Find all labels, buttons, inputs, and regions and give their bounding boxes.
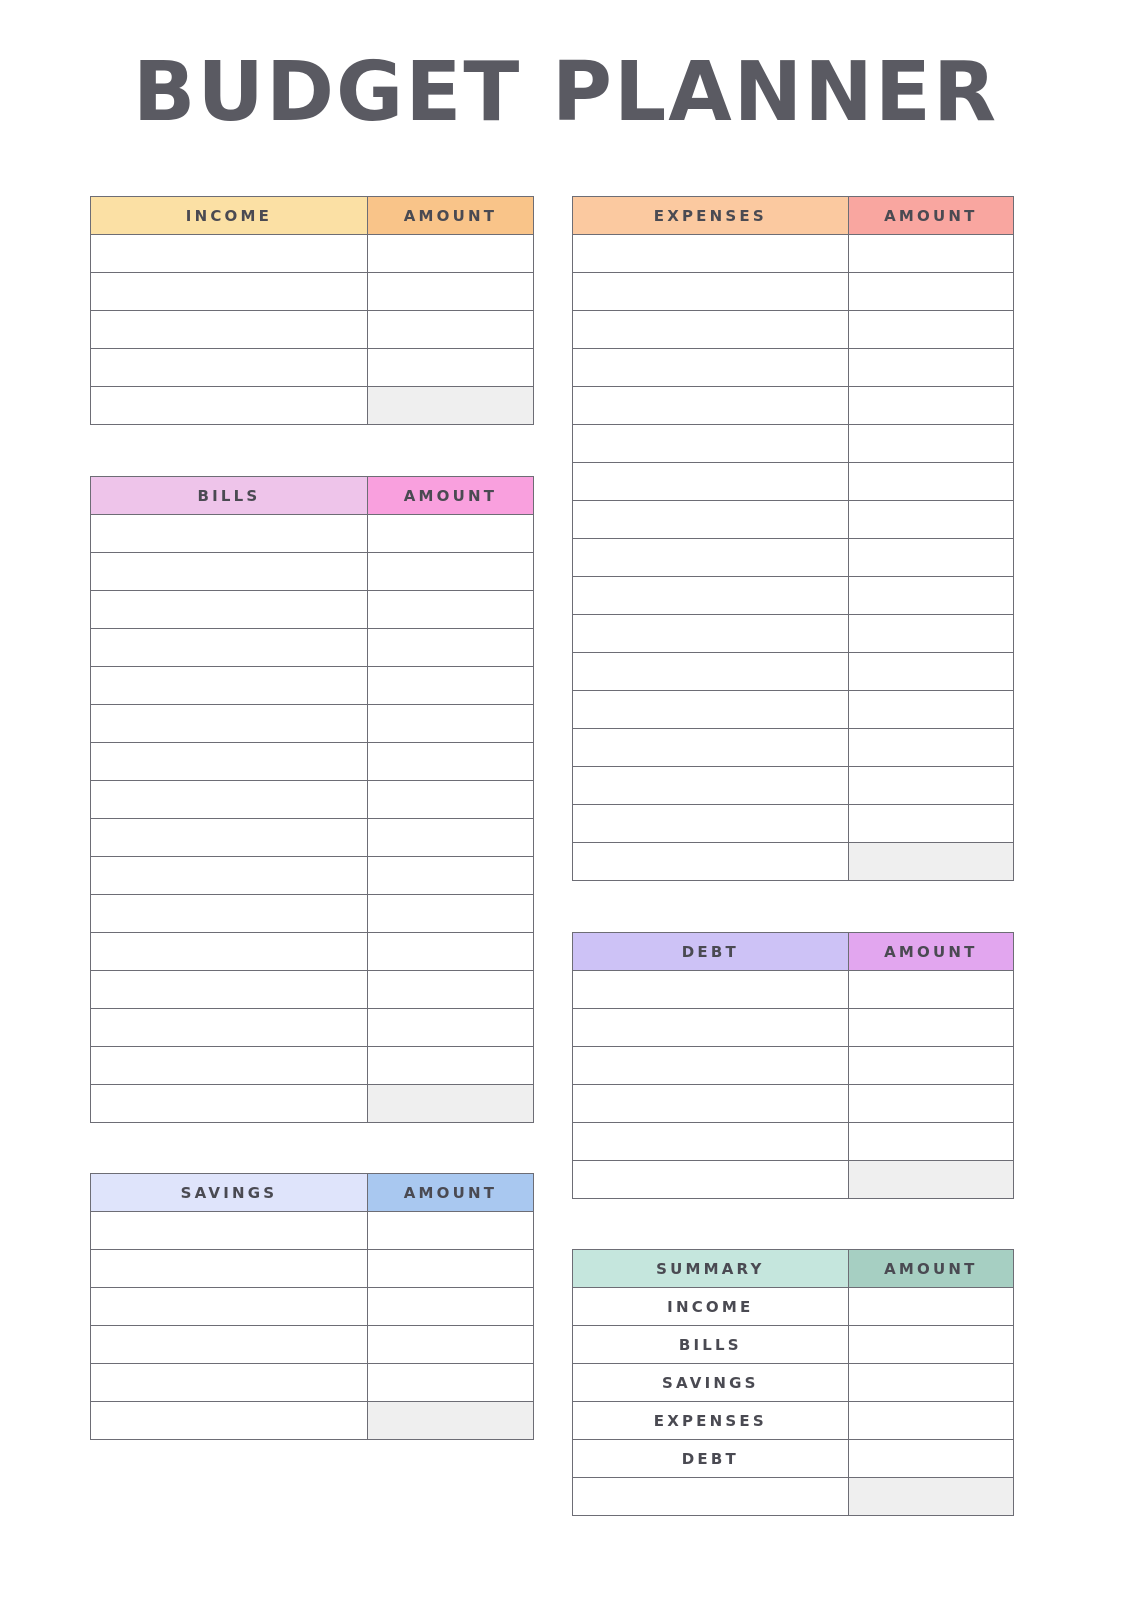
bills-amount-cell[interactable] xyxy=(367,515,533,553)
savings-amount-cell[interactable] xyxy=(367,1364,533,1402)
table-row xyxy=(573,767,1014,805)
expenses-label-cell[interactable] xyxy=(573,805,849,843)
table-row xyxy=(573,653,1014,691)
bills-label-cell[interactable] xyxy=(91,1047,368,1085)
expenses-amount-cell[interactable] xyxy=(848,501,1013,539)
spacer-expenses-debt xyxy=(572,881,1014,932)
summary-label-cell-debt: DEBT xyxy=(573,1440,849,1478)
table-row xyxy=(91,273,534,311)
debt-amount-cell[interactable] xyxy=(848,1047,1013,1085)
table-row xyxy=(91,1009,534,1047)
expenses-total-cell[interactable] xyxy=(848,843,1013,881)
bills-amount-cell[interactable] xyxy=(367,933,533,971)
bills-amount-cell[interactable] xyxy=(367,895,533,933)
debt-amount-cell[interactable] xyxy=(848,1123,1013,1161)
expenses-amount-cell[interactable] xyxy=(848,273,1013,311)
debt-label-cell[interactable] xyxy=(573,1123,849,1161)
expenses-amount-cell[interactable] xyxy=(848,387,1013,425)
expenses-amount-cell[interactable] xyxy=(848,805,1013,843)
debt-label-cell[interactable] xyxy=(573,1009,849,1047)
debt-label-cell[interactable] xyxy=(573,971,849,1009)
income-label-cell[interactable] xyxy=(91,311,368,349)
table-row xyxy=(573,615,1014,653)
expenses-label-cell[interactable] xyxy=(573,501,849,539)
expenses-amount-cell[interactable] xyxy=(848,577,1013,615)
table-row xyxy=(91,705,534,743)
bills-total-row xyxy=(91,1085,534,1123)
table-row xyxy=(573,273,1014,311)
table-row xyxy=(573,1288,1014,1326)
table-row xyxy=(573,1123,1014,1161)
table-row xyxy=(91,895,534,933)
savings-amount-cell[interactable] xyxy=(367,1250,533,1288)
savings-header-row xyxy=(91,1174,534,1212)
table-row xyxy=(91,553,534,591)
table-row xyxy=(573,729,1014,767)
table-row xyxy=(573,1085,1014,1123)
spacer-income-bills xyxy=(90,425,534,476)
savings-label-cell[interactable] xyxy=(91,1250,368,1288)
expenses-amount-cell[interactable] xyxy=(848,691,1013,729)
income-amount-header: AMOUNT xyxy=(367,197,533,235)
bills-label-cell[interactable] xyxy=(91,933,368,971)
debt-amount-cell[interactable] xyxy=(848,971,1013,1009)
debt-amount-cell[interactable] xyxy=(848,1085,1013,1123)
debt-total-cell[interactable] xyxy=(848,1161,1013,1199)
savings-amount-cell[interactable] xyxy=(367,1326,533,1364)
table-row xyxy=(573,387,1014,425)
income-amount-cell[interactable] xyxy=(367,273,533,311)
bills-label-cell[interactable] xyxy=(91,781,368,819)
savings-total-spacer xyxy=(91,1402,368,1440)
table-row xyxy=(573,805,1014,843)
bills-label-cell[interactable] xyxy=(91,857,368,895)
savings-label-cell[interactable] xyxy=(91,1288,368,1326)
bills-total-cell[interactable] xyxy=(367,1085,533,1123)
summary-amount-cell-expenses[interactable] xyxy=(848,1402,1013,1440)
table-row xyxy=(91,311,534,349)
table-row xyxy=(91,1047,534,1085)
bills-label-cell[interactable] xyxy=(91,1009,368,1047)
expenses-label-cell[interactable] xyxy=(573,691,849,729)
bills-amount-cell[interactable] xyxy=(367,553,533,591)
bills-amount-cell[interactable] xyxy=(367,1009,533,1047)
bills-amount-cell[interactable] xyxy=(367,629,533,667)
expenses-amount-cell[interactable] xyxy=(848,425,1013,463)
income-amount-cell[interactable] xyxy=(367,311,533,349)
table-row xyxy=(573,311,1014,349)
expenses-table xyxy=(572,196,1014,881)
expenses-amount-cell[interactable] xyxy=(848,235,1013,273)
table-row xyxy=(91,1250,534,1288)
expenses-label-cell[interactable] xyxy=(573,463,849,501)
summary-label-cell-bills: BILLS xyxy=(573,1326,849,1364)
debt-total-row xyxy=(573,1161,1014,1199)
summary-header-row xyxy=(573,1250,1014,1288)
table-row xyxy=(573,577,1014,615)
table-row xyxy=(573,539,1014,577)
summary-label-cell-income: INCOME xyxy=(573,1288,849,1326)
table-row xyxy=(91,857,534,895)
table-row xyxy=(91,781,534,819)
bills-label-cell[interactable] xyxy=(91,553,368,591)
table-row xyxy=(573,463,1014,501)
bills-total-spacer xyxy=(91,1085,368,1123)
savings-amount-header: AMOUNT xyxy=(367,1174,533,1212)
bills-label-header: BILLS xyxy=(91,477,368,515)
table-row xyxy=(91,1364,534,1402)
page-title: BUDGET PLANNER xyxy=(132,45,999,140)
table-row xyxy=(573,971,1014,1009)
debt-amount-header: AMOUNT xyxy=(848,933,1013,971)
expenses-amount-cell[interactable] xyxy=(848,463,1013,501)
summary-total-spacer xyxy=(573,1478,849,1516)
expenses-label-cell[interactable] xyxy=(573,577,849,615)
expenses-label-cell[interactable] xyxy=(573,273,849,311)
table-row xyxy=(91,591,534,629)
summary-table xyxy=(572,1249,1014,1516)
table-row xyxy=(573,1440,1014,1478)
expenses-label-cell[interactable] xyxy=(573,539,849,577)
expenses-label-cell[interactable] xyxy=(573,349,849,387)
bills-amount-cell[interactable] xyxy=(367,971,533,1009)
table-row xyxy=(91,1326,534,1364)
summary-amount-cell-debt[interactable] xyxy=(848,1440,1013,1478)
debt-body xyxy=(573,971,1014,1199)
savings-body xyxy=(91,1212,534,1440)
summary-label-header: SUMMARY xyxy=(573,1250,849,1288)
expenses-amount-header: AMOUNT xyxy=(848,197,1013,235)
expenses-total-spacer xyxy=(573,843,849,881)
expenses-total-row xyxy=(573,843,1014,881)
expenses-header-row xyxy=(573,197,1014,235)
table-row xyxy=(573,235,1014,273)
table-row xyxy=(573,1009,1014,1047)
table-row xyxy=(91,629,534,667)
bills-label-cell[interactable] xyxy=(91,629,368,667)
income-amount-cell[interactable] xyxy=(367,349,533,387)
expenses-label-cell[interactable] xyxy=(573,235,849,273)
bills-body xyxy=(91,515,534,1123)
bills-label-cell[interactable] xyxy=(91,591,368,629)
income-table xyxy=(90,196,534,425)
bills-table xyxy=(90,476,534,1123)
savings-amount-cell[interactable] xyxy=(367,1288,533,1326)
summary-amount-header: AMOUNT xyxy=(848,1250,1013,1288)
bills-amount-header: AMOUNT xyxy=(367,477,533,515)
savings-label-cell[interactable] xyxy=(91,1326,368,1364)
bills-amount-cell[interactable] xyxy=(367,591,533,629)
savings-label-cell[interactable] xyxy=(91,1364,368,1402)
summary-total-row xyxy=(573,1478,1014,1516)
expenses-label-cell[interactable] xyxy=(573,615,849,653)
summary-label-cell-expenses: EXPENSES xyxy=(573,1402,849,1440)
table-row xyxy=(91,515,534,553)
left-column xyxy=(90,196,534,1440)
expenses-label-cell[interactable] xyxy=(573,767,849,805)
debt-total-spacer xyxy=(573,1161,849,1199)
bills-amount-cell[interactable] xyxy=(367,857,533,895)
savings-label-cell[interactable] xyxy=(91,1212,368,1250)
table-row xyxy=(573,349,1014,387)
bills-amount-cell[interactable] xyxy=(367,819,533,857)
bills-header-row xyxy=(91,477,534,515)
bills-amount-cell[interactable] xyxy=(367,1047,533,1085)
expenses-body xyxy=(573,235,1014,881)
bills-label-cell[interactable] xyxy=(91,705,368,743)
savings-table xyxy=(90,1173,534,1440)
summary-amount-cell-bills[interactable] xyxy=(848,1326,1013,1364)
summary-amount-cell-income[interactable] xyxy=(848,1288,1013,1326)
table-row xyxy=(91,743,534,781)
spacer-debt-summary xyxy=(572,1199,1014,1249)
debt-amount-cell[interactable] xyxy=(848,1009,1013,1047)
right-column xyxy=(572,196,1014,1516)
income-header-row xyxy=(91,197,534,235)
savings-total-row xyxy=(91,1402,534,1440)
summary-body xyxy=(573,1288,1014,1516)
debt-header-row xyxy=(573,933,1014,971)
expenses-amount-cell[interactable] xyxy=(848,311,1013,349)
income-body xyxy=(91,235,534,425)
expenses-amount-cell[interactable] xyxy=(848,653,1013,691)
savings-amount-cell[interactable] xyxy=(367,1212,533,1250)
table-row xyxy=(573,691,1014,729)
expenses-amount-cell[interactable] xyxy=(848,539,1013,577)
table-row xyxy=(91,349,534,387)
summary-label-cell-savings: SAVINGS xyxy=(573,1364,849,1402)
spacer-bills-savings xyxy=(90,1123,534,1173)
table-row xyxy=(573,1364,1014,1402)
income-total-spacer xyxy=(91,387,368,425)
summary-amount-cell-savings[interactable] xyxy=(848,1364,1013,1402)
income-total-row xyxy=(91,387,534,425)
debt-label-cell[interactable] xyxy=(573,1085,849,1123)
debt-label-header: DEBT xyxy=(573,933,849,971)
bills-label-cell[interactable] xyxy=(91,667,368,705)
table-row xyxy=(573,1047,1014,1085)
table-row xyxy=(573,1326,1014,1364)
savings-total-cell[interactable] xyxy=(367,1402,533,1440)
bills-label-cell[interactable] xyxy=(91,743,368,781)
expenses-label-cell[interactable] xyxy=(573,311,849,349)
expenses-amount-cell[interactable] xyxy=(848,729,1013,767)
table-row xyxy=(573,1402,1014,1440)
table-row xyxy=(91,235,534,273)
expenses-label-cell[interactable] xyxy=(573,729,849,767)
income-label-header: INCOME xyxy=(91,197,368,235)
income-amount-cell[interactable] xyxy=(367,235,533,273)
bills-amount-cell[interactable] xyxy=(367,781,533,819)
table-row xyxy=(91,667,534,705)
table-row xyxy=(91,1212,534,1250)
income-label-cell[interactable] xyxy=(91,235,368,273)
expenses-amount-cell[interactable] xyxy=(848,615,1013,653)
income-total-cell[interactable] xyxy=(367,387,533,425)
bills-amount-cell[interactable] xyxy=(367,743,533,781)
expenses-amount-cell[interactable] xyxy=(848,349,1013,387)
table-row xyxy=(573,425,1014,463)
bills-label-cell[interactable] xyxy=(91,515,368,553)
debt-table xyxy=(572,932,1014,1199)
bills-label-cell[interactable] xyxy=(91,895,368,933)
debt-label-cell[interactable] xyxy=(573,1047,849,1085)
table-row xyxy=(91,971,534,1009)
expenses-label-header: EXPENSES xyxy=(573,197,849,235)
bills-label-cell[interactable] xyxy=(91,819,368,857)
summary-total-cell[interactable] xyxy=(848,1478,1013,1516)
table-row xyxy=(91,1288,534,1326)
table-row xyxy=(573,501,1014,539)
bills-label-cell[interactable] xyxy=(91,971,368,1009)
expenses-label-cell[interactable] xyxy=(573,387,849,425)
bills-amount-cell[interactable] xyxy=(367,705,533,743)
bills-amount-cell[interactable] xyxy=(367,667,533,705)
savings-label-header: SAVINGS xyxy=(91,1174,368,1212)
expenses-amount-cell[interactable] xyxy=(848,767,1013,805)
table-row xyxy=(91,819,534,857)
income-label-cell[interactable] xyxy=(91,273,368,311)
expenses-label-cell[interactable] xyxy=(573,653,849,691)
table-row xyxy=(91,933,534,971)
income-label-cell[interactable] xyxy=(91,349,368,387)
expenses-label-cell[interactable] xyxy=(573,425,849,463)
